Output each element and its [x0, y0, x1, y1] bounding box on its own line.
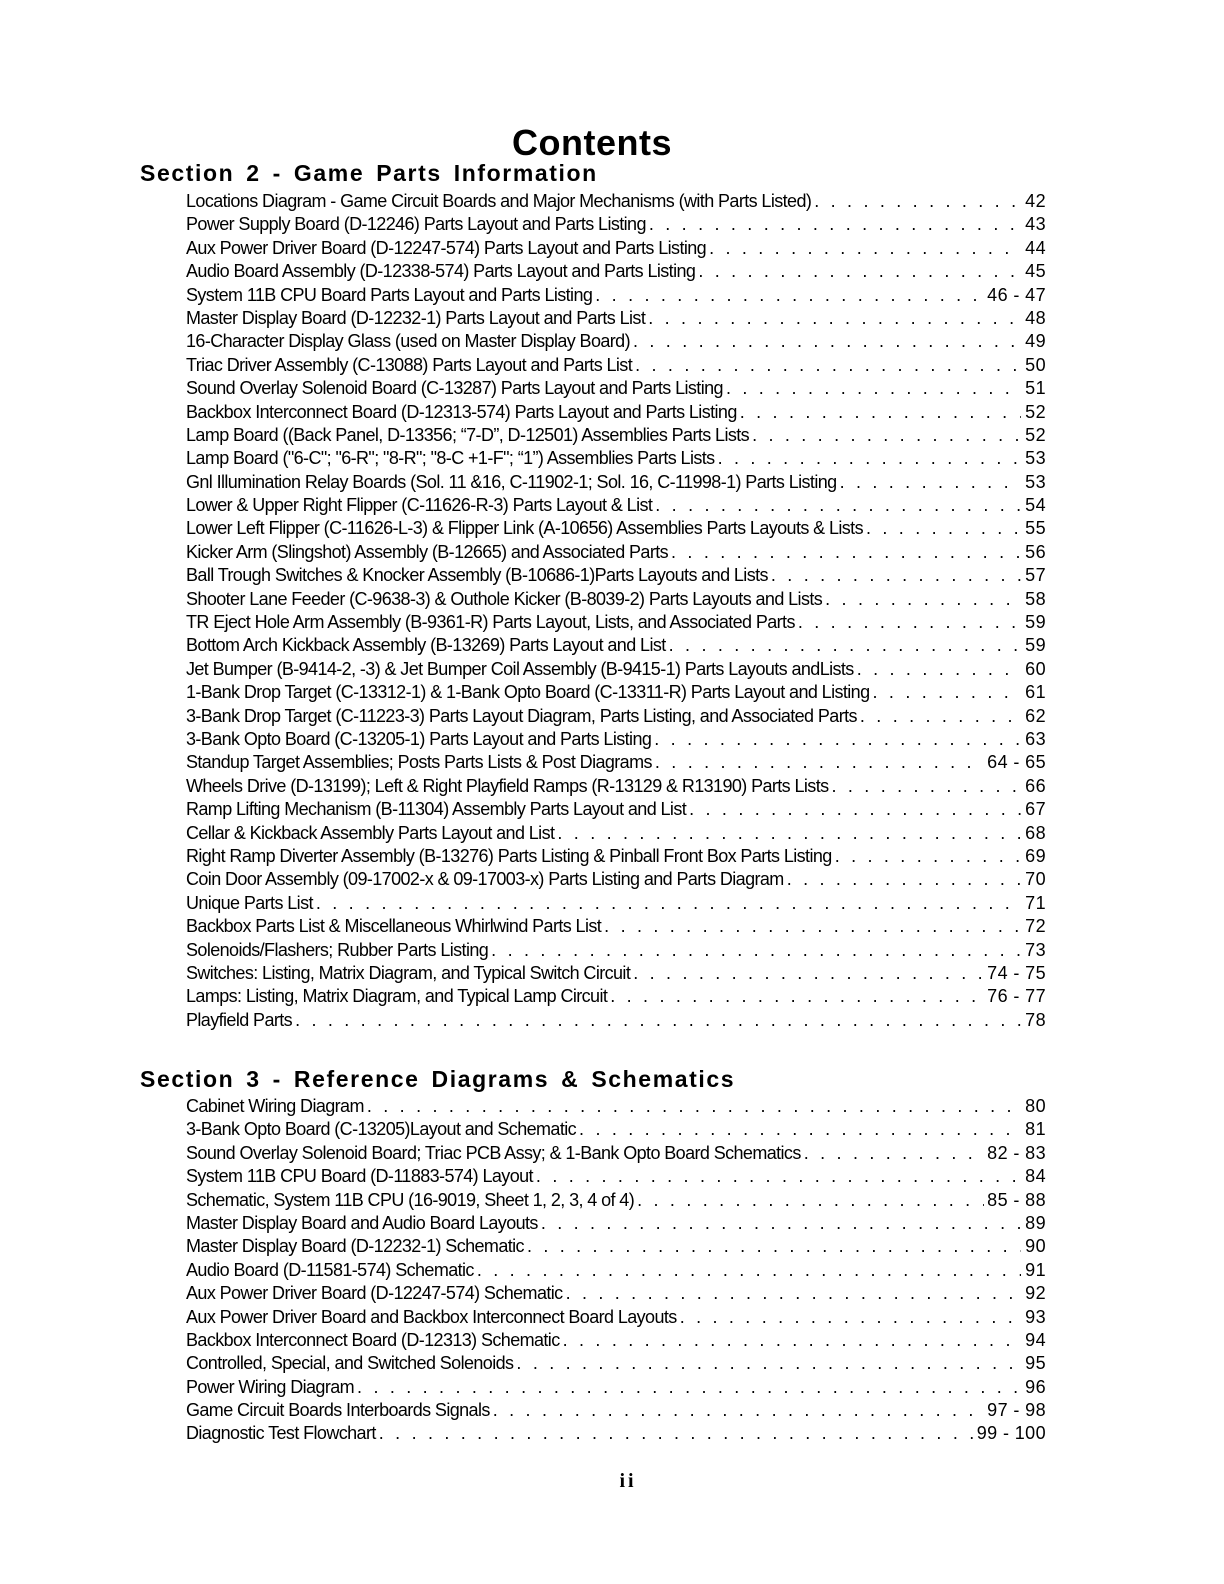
toc-entry-page: 96 — [1025, 1376, 1046, 1397]
dot-leader — [655, 495, 1021, 516]
toc-entry — [186, 799, 1046, 822]
dot-leader — [740, 402, 1021, 423]
toc-entry-title: Diagnostic Test Flowchart — [186, 1423, 376, 1444]
page-number: ii — [619, 1470, 637, 1492]
toc-entry-title: Locations Diagram - Game Circuit Boards and Major Mechanisms (with Parts Listed) — [186, 191, 812, 211]
toc-entry-title: 3-Bank Drop Target (C-11223-3) Parts Layout Diagram, Parts Listing, and Associated Parts — [186, 705, 857, 726]
toc-entry-title: Standup Target Assemblies; Posts Parts Lists & Post Diagrams — [186, 752, 652, 773]
dot-leader — [698, 261, 1021, 282]
toc-entry-title: Kicker Arm (Slingshot) Assembly (B-12665) and Associated Parts — [186, 541, 669, 562]
dot-leader — [689, 799, 1021, 820]
toc-entry-title: System 11B CPU Board Parts Layout and Parts Listing — [186, 284, 593, 305]
toc-entry — [186, 1353, 1046, 1376]
toc-entry-page: 53 — [1025, 448, 1046, 469]
dot-leader — [669, 635, 1021, 656]
toc-entry — [186, 1400, 1046, 1423]
toc-entry — [186, 1260, 1046, 1283]
toc-entry-title: Coin Door Assembly (09-17002-x & 09-17003-x) Parts Listing and Parts Diagram — [186, 869, 784, 890]
toc-entry — [186, 472, 1046, 495]
dot-leader — [654, 729, 1021, 750]
toc-entry-page: 69 — [1025, 845, 1046, 866]
toc-entry-page: 71 — [1025, 892, 1046, 913]
toc-entry-page: 91 — [1025, 1259, 1046, 1280]
toc-entry-page: 73 — [1025, 939, 1046, 960]
toc-entry-title: Lamp Board ((Back Panel, D-13356; “7-D”, D-12501) Assemblies Parts Lists — [186, 424, 750, 445]
toc-entry-page: 60 — [1025, 658, 1046, 679]
toc-entry-page: 48 — [1025, 307, 1046, 328]
toc-entry — [186, 402, 1046, 425]
toc-entry-page: 85 - 88 — [987, 1189, 1046, 1210]
dot-leader — [866, 518, 1021, 539]
toc-entry — [186, 238, 1046, 261]
toc-entry-title: Master Display Board and Audio Board Layouts — [186, 1212, 538, 1233]
toc-entry-page: 80 — [1025, 1096, 1046, 1116]
toc-entry-page: 61 — [1025, 682, 1046, 703]
toc-entry-page: 58 — [1025, 588, 1046, 609]
toc-list-section-2 — [186, 191, 1046, 1033]
toc-entry-page: 70 — [1025, 869, 1046, 890]
toc-entry-title: Switches: Listing, Matrix Diagram, and Typical Switch Circuit — [186, 962, 631, 983]
toc-entry-page: 84 — [1025, 1166, 1046, 1187]
toc-entry-page: 97 - 98 — [987, 1400, 1046, 1421]
toc-entry-title: Backbox Parts List & Miscellaneous Whirlwind Parts List — [186, 916, 602, 937]
toc-entry-page: 52 — [1025, 424, 1046, 445]
toc-entry — [186, 963, 1046, 986]
toc-entry — [186, 214, 1046, 237]
toc-entry-title: Lower Left Flipper (C-11626-L-3) & Flipper Link (A-10656) Assemblies Parts Layouts & Lists — [186, 518, 863, 539]
toc-entry-page: 57 — [1025, 565, 1046, 586]
toc-entry — [186, 1096, 1046, 1119]
section-heading-reference-diagrams: Section 3 - Reference Diagrams & Schematics — [140, 1066, 736, 1092]
toc-entry-title: Solenoids/Flashers; Rubber Parts Listing — [186, 939, 489, 960]
toc-entry — [186, 1010, 1046, 1033]
dot-leader — [516, 1353, 1021, 1374]
toc-entry-page: 63 — [1025, 728, 1046, 749]
toc-entry-page: 95 — [1025, 1353, 1046, 1374]
toc-entry-title: Backbox Interconnect Board (D-12313) Schematic — [186, 1329, 560, 1350]
toc-entry-title: 1-Bank Drop Target (C-13312-1) & 1-Bank Opto Board (C-13311-R) Parts Layout and Listing — [186, 682, 870, 703]
dot-leader — [367, 1096, 1021, 1117]
toc-entry — [186, 1119, 1046, 1142]
toc-entry-page: 93 — [1025, 1306, 1046, 1327]
toc-entry — [186, 659, 1046, 682]
toc-entry — [186, 776, 1046, 799]
dot-leader — [649, 214, 1021, 235]
toc-entry — [186, 846, 1046, 869]
dot-leader — [787, 869, 1021, 890]
toc-entry-page: 90 — [1025, 1236, 1046, 1257]
dot-leader — [493, 1400, 984, 1421]
dot-leader — [379, 1423, 974, 1444]
toc-entry — [186, 612, 1046, 635]
toc-entry-title: 3-Bank Opto Board (C-13205)Layout and Schematic — [186, 1119, 577, 1140]
toc-entry-title: Cabinet Wiring Diagram — [186, 1096, 364, 1116]
toc-entry — [186, 682, 1046, 705]
toc-entry — [186, 752, 1046, 775]
toc-entry — [186, 916, 1046, 939]
toc-entry-title: Sound Overlay Solenoid Board (C-13287) Parts Layout and Parts Listing — [186, 378, 723, 399]
toc-entry-title: Controlled, Special, and Switched Solenoids — [186, 1353, 514, 1374]
toc-entry-title: Aux Power Driver Board (D-12247-574) Schematic — [186, 1283, 563, 1304]
toc-entry-page: 42 — [1025, 191, 1046, 211]
dot-leader — [610, 986, 984, 1007]
dot-leader — [840, 472, 1021, 493]
dot-leader — [680, 1307, 1021, 1328]
toc-entry-page: 66 — [1025, 775, 1046, 796]
toc-entry-title: Audio Board Assembly (D-12338-574) Parts Layout and Parts Listing — [186, 261, 696, 282]
toc-entry — [186, 518, 1046, 541]
toc-entry — [186, 565, 1046, 588]
toc-entry — [186, 1143, 1046, 1166]
toc-entry-title: Playfield Parts — [186, 1009, 293, 1030]
toc-entry-title: Aux Power Driver Board (D-12247-574) Parts Layout and Parts Listing — [186, 237, 707, 258]
toc-entry-page: 82 - 83 — [987, 1142, 1046, 1163]
toc-entry-page: 51 — [1025, 378, 1046, 399]
toc-entry-title: Shooter Lane Feeder (C-9638-3) & Outhole Kicker (B-8039-2) Parts Layouts and Lists — [186, 588, 823, 609]
toc-entry-page: 44 — [1025, 237, 1046, 258]
toc-entry — [186, 1307, 1046, 1330]
dot-leader — [635, 355, 1021, 376]
toc-entry — [186, 308, 1046, 331]
toc-entry — [186, 495, 1046, 518]
toc-entry — [186, 191, 1046, 214]
toc-entry-title: 16-Character Display Glass (used on Master Display Board) — [186, 331, 630, 352]
dot-leader — [814, 191, 1021, 212]
toc-entry-page: 78 — [1025, 1009, 1046, 1030]
dot-leader — [655, 752, 984, 773]
toc-entry-page: 56 — [1025, 541, 1046, 562]
dot-leader — [825, 589, 1021, 610]
toc-entry-title: 3-Bank Opto Board (C-13205-1) Parts Layout and Parts Listing — [186, 728, 652, 749]
toc-entry-page: 45 — [1025, 261, 1046, 282]
dot-leader — [557, 823, 1021, 844]
toc-entry-page: 43 — [1025, 214, 1046, 235]
toc-entry — [186, 940, 1046, 963]
toc-entry-title: Bottom Arch Kickback Assembly (B-13269) Parts Layout and List — [186, 635, 666, 656]
toc-entry-page: 92 — [1025, 1283, 1046, 1304]
toc-entry-page: 54 — [1025, 495, 1046, 516]
dot-leader — [295, 1010, 1021, 1031]
dot-leader — [798, 612, 1021, 633]
dot-leader — [648, 308, 1021, 329]
toc-entry-title: Sound Overlay Solenoid Board; Triac PCB Assy; & 1-Bank Opto Board Schematics — [186, 1142, 801, 1163]
toc-entry-title: Wheels Drive (D-13199); Left & Right Playfield Ramps (R-13129 & R13190) Parts Lists — [186, 775, 829, 796]
toc-entry — [186, 378, 1046, 401]
dot-leader — [873, 682, 1021, 703]
dot-leader — [752, 425, 1021, 446]
toc-entry — [186, 1423, 1046, 1446]
dot-leader — [633, 331, 1021, 352]
dot-leader — [709, 238, 1021, 259]
toc-entry-title: Right Ramp Diverter Assembly (B-13276) Parts Listing & Pinball Front Box Parts Listing — [186, 845, 832, 866]
dot-leader — [718, 448, 1021, 469]
toc-entry — [186, 1166, 1046, 1189]
dot-leader — [579, 1119, 1021, 1140]
toc-entry-title: Schematic, System 11B CPU (16-9019, Sheet 1, 2, 3, 4 of 4) — [186, 1189, 635, 1210]
toc-entry-title: Ramp Lifting Mechanism (B-11304) Assembly Parts Layout and List — [186, 799, 687, 820]
toc-entry — [186, 1236, 1046, 1259]
toc-entry-page: 72 — [1025, 916, 1046, 937]
toc-entry-title: Lamp Board ("6-C"; "6-R"; "8-R"; "8-C +1-F"; “1”) Assemblies Parts Lists — [186, 448, 715, 469]
toc-entry — [186, 261, 1046, 284]
dot-leader — [357, 1377, 1021, 1398]
toc-entry-page: 46 - 47 — [987, 284, 1046, 305]
toc-entry-page: 76 - 77 — [987, 986, 1046, 1007]
toc-entry-title: Unique Parts List — [186, 892, 313, 913]
toc-entry-title: Audio Board (D-11581-574) Schematic — [186, 1259, 474, 1280]
dot-leader — [726, 378, 1021, 399]
toc-entry-page: 55 — [1025, 518, 1046, 539]
toc-entry — [186, 729, 1046, 752]
toc-entry-title: Ball Trough Switches & Knocker Assembly (B-10686-1)Parts Layouts and Lists — [186, 565, 768, 586]
toc-entry-title: Backbox Interconnect Board (D-12313-574) Parts Layout and Parts Listing — [186, 401, 737, 422]
dot-leader — [860, 706, 1021, 727]
toc-entry — [186, 425, 1046, 448]
toc-entry-page: 49 — [1025, 331, 1046, 352]
dot-leader — [541, 1213, 1021, 1234]
toc-entry — [186, 448, 1046, 471]
dot-leader — [316, 893, 1021, 914]
toc-entry-title: System 11B CPU Board (D-11883-574) Layout — [186, 1166, 533, 1187]
toc-entry-title: Power Supply Board (D-12246) Parts Layout and Parts Listing — [186, 214, 646, 235]
dot-leader — [563, 1330, 1021, 1351]
toc-entry-title: Cellar & Kickback Assembly Parts Layout and List — [186, 822, 555, 843]
dot-leader — [566, 1283, 1021, 1304]
toc-entry-title: Game Circuit Boards Interboards Signals — [186, 1400, 490, 1421]
toc-entry — [186, 869, 1046, 892]
toc-entry-page: 68 — [1025, 822, 1046, 843]
dot-leader — [536, 1166, 1021, 1187]
dot-leader — [637, 1190, 984, 1211]
toc-entry-title: Master Display Board (D-12232-1) Parts Layout and Parts List — [186, 307, 646, 328]
toc-entry-title: Master Display Board (D-12232-1) Schematic — [186, 1236, 524, 1257]
toc-entry-page: 52 — [1025, 401, 1046, 422]
dot-leader — [832, 776, 1022, 797]
toc-entry-page: 50 — [1025, 354, 1046, 375]
toc-entry — [186, 635, 1046, 658]
toc-entry — [186, 1330, 1046, 1353]
toc-entry — [186, 823, 1046, 846]
toc-entry-title: Power Wiring Diagram — [186, 1376, 355, 1397]
toc-entry-title: Lamps: Listing, Matrix Diagram, and Typical Lamp Circuit — [186, 986, 608, 1007]
toc-entry — [186, 589, 1046, 612]
toc-entry — [186, 355, 1046, 378]
dot-leader — [633, 963, 984, 984]
toc-entry-page: 64 - 65 — [987, 752, 1046, 773]
dot-leader — [857, 659, 1021, 680]
toc-entry-page: 53 — [1025, 471, 1046, 492]
toc-entry — [186, 1213, 1046, 1236]
toc-entry-page: 89 — [1025, 1212, 1046, 1233]
toc-entry — [186, 331, 1046, 354]
toc-entry-page: 67 — [1025, 799, 1046, 820]
toc-entry-page: 81 — [1025, 1119, 1046, 1140]
toc-entry — [186, 893, 1046, 916]
toc-entry-title: Lower & Upper Right Flipper (C-11626-R-3) Parts Layout & List — [186, 495, 653, 516]
dot-leader — [477, 1260, 1021, 1281]
toc-list-section-3 — [186, 1096, 1046, 1447]
page-title: Contents — [512, 122, 672, 163]
dot-leader — [804, 1143, 984, 1164]
toc-entry-page: 59 — [1025, 612, 1046, 633]
toc-entry — [186, 542, 1046, 565]
toc-entry — [186, 1377, 1046, 1400]
toc-entry — [186, 706, 1046, 729]
toc-entry-page: 99 - 100 — [976, 1423, 1046, 1444]
dot-leader — [671, 542, 1021, 563]
toc-entry — [186, 1283, 1046, 1306]
toc-entry — [186, 1190, 1046, 1213]
dot-leader — [835, 846, 1021, 867]
toc-entry — [186, 986, 1046, 1009]
dot-leader — [491, 940, 1021, 961]
toc-entry-title: Triac Driver Assembly (C-13088) Parts Layout and Parts List — [186, 354, 633, 375]
section-heading-game-parts: Section 2 - Game Parts Information — [140, 160, 598, 186]
dot-leader — [771, 565, 1021, 586]
dot-leader — [527, 1236, 1021, 1257]
toc-entry-title: Gnl Illumination Relay Boards (Sol. 11 &16, C-11902-1; Sol. 16, C-11998-1) Parts Listing — [186, 471, 837, 492]
toc-entry-page: 59 — [1025, 635, 1046, 656]
toc-entry-title: Jet Bumper (B-9414-2, -3) & Jet Bumper Coil Assembly (B-9415-1) Parts Layouts andLists — [186, 658, 854, 679]
toc-entry-page: 62 — [1025, 705, 1046, 726]
toc-entry-page: 74 - 75 — [987, 962, 1046, 983]
dot-leader — [604, 916, 1021, 937]
toc-entry-page: 94 — [1025, 1329, 1046, 1350]
toc-entry-title: Aux Power Driver Board and Backbox Interconnect Board Layouts — [186, 1306, 677, 1327]
dot-leader — [595, 285, 984, 306]
toc-entry-title: TR Eject Hole Arm Assembly (B-9361-R) Parts Layout, Lists, and Associated Parts — [186, 612, 795, 633]
toc-entry — [186, 285, 1046, 308]
